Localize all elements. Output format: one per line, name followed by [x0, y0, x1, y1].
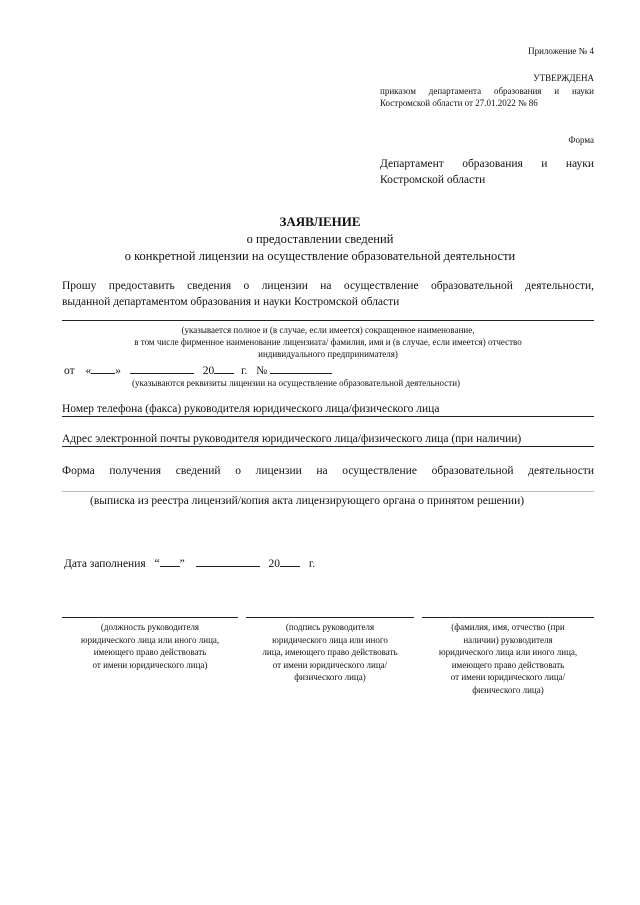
approved-order-line1: приказом департамента образования и науки [380, 86, 594, 96]
email-label: Адрес электронной почты руководителя юридического лица/физического лица (при наличии) [62, 433, 522, 445]
addressee-line2: Костромской области [380, 174, 486, 186]
phone-label: Номер телефона (факса) руководителя юридического лица/физического лица [62, 403, 440, 415]
position-line[interactable] [62, 617, 238, 618]
signature-col-signature: (подпись руководителя юридического лица или иного лица, имеющего право действовать от имени юридического лица/ физического лица) [262, 622, 398, 682]
receipt-form-line[interactable] [62, 491, 594, 492]
licensee-hint-3: индивидуального предпринимателя) [258, 349, 398, 359]
phone-field[interactable] [62, 403, 594, 417]
email-field[interactable] [62, 433, 594, 447]
license-requisites-hint: (указываются реквизиты лицензии на осуществление образовательной деятельности) [132, 378, 461, 388]
ot-label: от [64, 365, 75, 377]
license-year-suffix: г. [241, 365, 248, 377]
fill-year-suffix: г. [308, 558, 316, 570]
fill-month-field[interactable] [196, 556, 260, 567]
signature-line[interactable] [246, 617, 414, 618]
document-title: ЗАЯВЛЕНИЕ [279, 214, 361, 229]
fill-date-row [64, 556, 315, 570]
license-day-field[interactable] [91, 363, 115, 374]
fill-date-close-quote: ” [179, 558, 185, 570]
fill-year-field[interactable] [280, 556, 300, 567]
license-year-prefix: 20 [202, 365, 215, 377]
addressee-line1: Департамент образования и науки [380, 158, 594, 170]
form-label: Форма [568, 135, 594, 145]
signature-col-position: (должность руководителя юридического лица или иного лица, имеющего право действовать от имени юридического лица) [80, 622, 220, 670]
licensee-hint-2: в том числе фирменное наименование лицензиата/ фамилия, имя и (в случае, если имеется) отчество [134, 337, 522, 347]
fill-day-field[interactable] [160, 556, 180, 567]
license-date-row [64, 363, 332, 377]
fill-date-open-quote: “ [154, 558, 160, 570]
day-open-quote: « [85, 365, 92, 377]
fill-year-prefix: 20 [268, 558, 280, 570]
license-number-field[interactable] [270, 363, 332, 374]
receipt-form-label: Форма получения сведений о лицензии на осуществление образовательной деятельности [62, 465, 594, 477]
license-month-field[interactable] [130, 363, 194, 374]
receipt-form-hint: (выписка из реестра лицензий/копия акта лицензирующего органа о принятом решении) [90, 495, 525, 507]
approved-order-line2: Костромской области от 27.01.2022 № 86 [380, 98, 538, 108]
fill-date-label: Дата заполнения [64, 558, 146, 570]
licensee-hint-1: (указывается полное и (в случае, если имеется) сокращенное наименование, [181, 325, 475, 335]
fullname-line[interactable] [422, 617, 594, 618]
licensee-name-line[interactable] [62, 320, 594, 321]
license-year-field[interactable] [214, 363, 234, 374]
approved-word: УТВЕРЖДЕНА [533, 73, 594, 83]
request-line2: выданной департаментом образования и науки Костромской области [62, 296, 400, 308]
appendix-number: Приложение № 4 [528, 46, 594, 56]
request-line1: Прошу предоставить сведения о лицензии на осуществление образовательной деятельности, [62, 280, 594, 292]
signature-col-fullname: (фамилия, имя, отчество (при наличии) руководителя юридического лица или иного лица, имеющего право действовать от имени юридического лица/ физического лица) [438, 622, 578, 695]
number-sign: № [256, 365, 268, 377]
day-close-quote: » [115, 365, 121, 377]
document-subtitle-1: о предоставлении сведений [246, 232, 394, 246]
document-subtitle-2: о конкретной лицензии на осуществление образовательной деятельности [124, 249, 516, 263]
